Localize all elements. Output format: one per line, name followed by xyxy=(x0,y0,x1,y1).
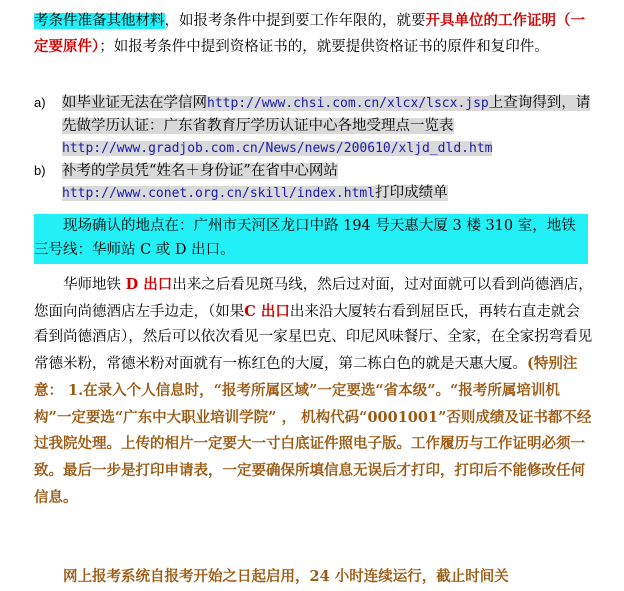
link-conet[interactable]: http://www.conet.org.cn/skill/index.html xyxy=(62,186,376,201)
text-exit-c: C 出口 xyxy=(244,302,290,320)
text-print-score: 打印成绩单 xyxy=(375,185,448,201)
paragraph-online-system xyxy=(34,564,594,590)
text-special-note: (特别注意： 1.在录入个人信息时，“报考所属区域”一定要选“省本级”。“报考所属培训机构”一定要选“广东中大职业培训学院” ， 机构代码“0001001”否则成绩及证书都不经过我院处理。上传的相片一定要大一寸白底证件照电子版。工作履历与工作证明必须一致。最后一步是打印申请表，一定要确保所填信息无误后才打印，打印后不能修改任何信息。 xyxy=(34,355,592,506)
list-item-a xyxy=(34,92,594,160)
instruction-list xyxy=(34,92,594,205)
text-directions-start: 华师地铁 xyxy=(63,277,126,293)
paragraph-directions xyxy=(34,272,594,511)
text-makeup: 补考的学员凭“姓名＋身份证”在省中心网站 xyxy=(62,163,338,179)
link-gradjob[interactable]: http://www.gradjob.com.cn/News/news/200610/xljd_dld.htm xyxy=(62,141,493,156)
link-chsi[interactable]: http://www.chsi.com.cn/xlcx/lscx.jsp xyxy=(207,96,489,111)
highlight-materials: 考条件准备其他材料 xyxy=(34,13,165,29)
list-marker-b: b) xyxy=(34,163,46,178)
list-item-b xyxy=(34,160,594,205)
paragraph-location xyxy=(34,214,588,264)
text-directions-end: 出来沿大厦转右看到屈臣氏，再转右直走就会看到尚德酒店），然后可以依次看见一家星巴克、印尼风味餐厅、全家，在全家拐弯看见常德米粉，常德米粉对面就有一栋红色的大厦，第二栋白色的就是天惠大厦。 xyxy=(34,303,593,373)
paragraph-materials xyxy=(34,8,594,60)
list-marker-a: a) xyxy=(34,95,46,110)
text-online-system: 网上报考系统自报考开始之日起启用，24 小时连续运行，截止时间关 xyxy=(63,568,509,585)
text-cert-auth: 上查询得到，请先做学历认证：广东省教育厅学历认证中心各地受理点一览表 xyxy=(62,95,591,134)
text-work-years: ，如报考条件中提到要工作年限的，就要 xyxy=(164,13,426,29)
text-certificate: ；如报考条件中提到资格证书的，就要提供资格证书的原件和复印件。 xyxy=(99,39,549,55)
text-directions-mid: 出来之后看见斑马线，然后过对面，过对面就可以看到尚德酒店，您面向尚德酒店左手边走，（如果 xyxy=(34,277,593,320)
text-exit-d: D 出口 xyxy=(125,276,173,293)
text-chsi: 如毕业证无法在学信网 xyxy=(62,95,207,111)
text-location: 现场确认的地点在：广州市天河区龙口中路 194 号天惠大厦 3 楼 310 室，地铁三号线：华师站 C 或 D 出口。 xyxy=(34,218,576,258)
text-work-proof: 开具单位的工作证明（一定要原件） xyxy=(34,12,585,55)
